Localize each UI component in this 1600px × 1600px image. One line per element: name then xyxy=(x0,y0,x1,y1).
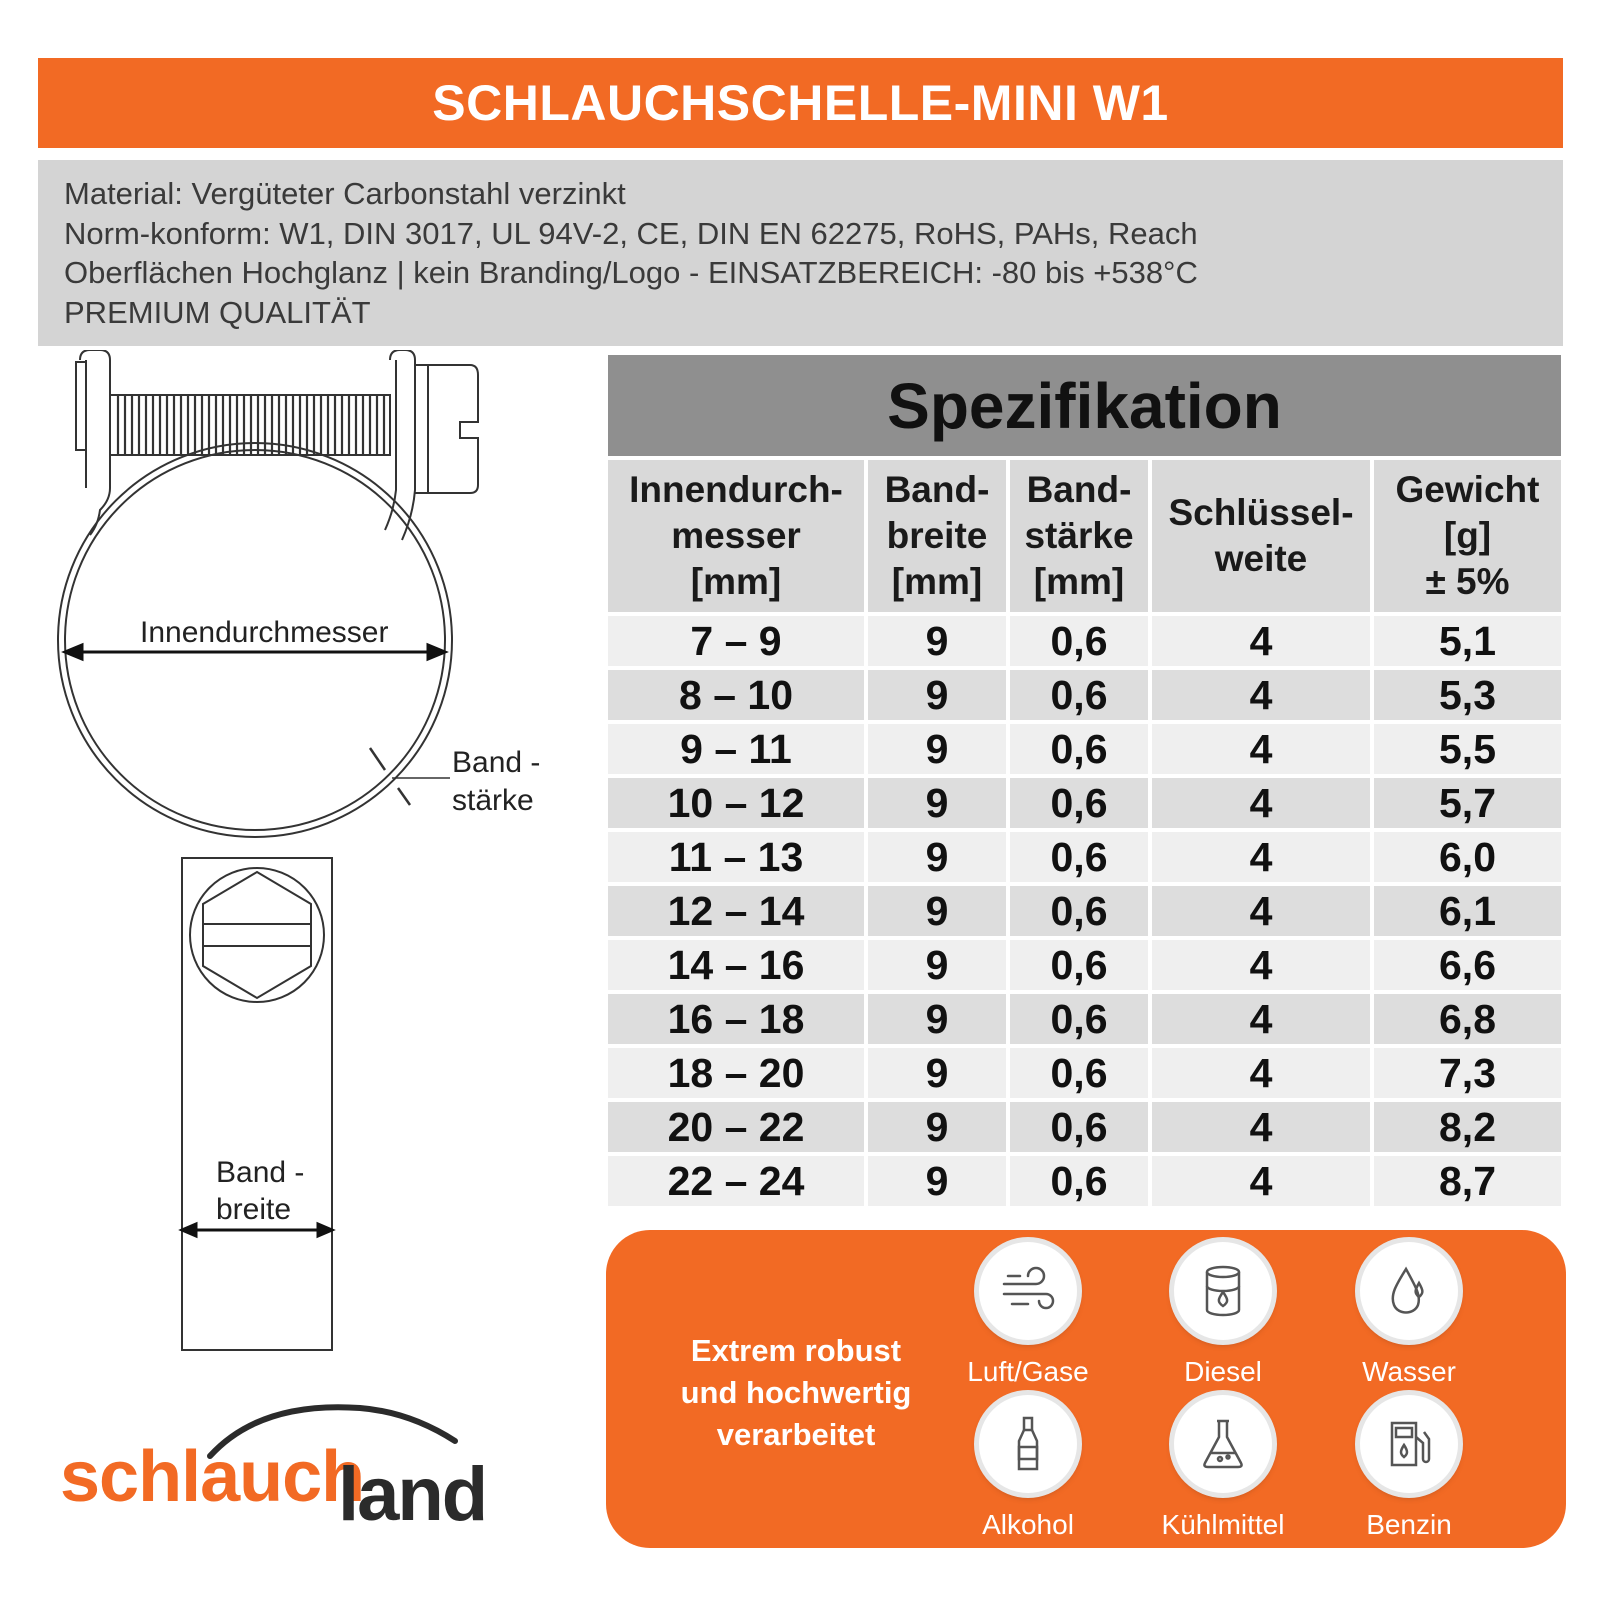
logo-text-orange: schlauch xyxy=(60,1437,365,1517)
header-weight: Gewicht [g] ± 5% xyxy=(1374,460,1561,616)
table-row xyxy=(608,1102,1561,1156)
table-row xyxy=(608,1048,1561,1102)
cell-band-thickness: 0,6 xyxy=(1010,724,1152,778)
cell-inner-diameter: 12 – 14 xyxy=(608,886,868,940)
logo-text-dark: land xyxy=(338,1452,487,1537)
cell-band-width: 9 xyxy=(868,886,1010,940)
cell-band-width: 9 xyxy=(868,1156,1010,1210)
screw-thread xyxy=(118,395,384,455)
label-inner-diameter: Innendurchmesser xyxy=(140,616,389,649)
cell-weight: 5,7 xyxy=(1374,778,1561,832)
cell-inner-diameter: 22 – 24 xyxy=(608,1156,868,1210)
table-row xyxy=(608,994,1561,1048)
info-surface: Oberflächen Hochglanz | kein Branding/Logo - EINSATZBEREICH: -80 bis +538°C xyxy=(64,255,1198,290)
cell-weight: 8,2 xyxy=(1374,1102,1561,1156)
label-band-width-line2: breite xyxy=(216,1193,292,1226)
cell-band-width: 9 xyxy=(868,994,1010,1048)
use-air-gas: Luft/Gase xyxy=(943,1242,1113,1388)
spec-title: Spezifikation xyxy=(608,355,1561,456)
cell-band-width: 9 xyxy=(868,616,1010,670)
water-drop-icon xyxy=(1360,1242,1458,1340)
cell-band-thickness: 0,6 xyxy=(1010,1156,1152,1210)
cell-inner-diameter: 9 – 11 xyxy=(608,724,868,778)
cell-inner-diameter: 20 – 22 xyxy=(608,1102,868,1156)
cell-band-width: 9 xyxy=(868,1048,1010,1102)
cell-key-width: 4 xyxy=(1152,940,1374,994)
cell-inner-diameter: 8 – 10 xyxy=(608,670,868,724)
cell-key-width: 4 xyxy=(1152,1048,1374,1102)
cell-inner-diameter: 11 – 13 xyxy=(608,832,868,886)
brand-logo xyxy=(60,1396,500,1537)
wind-icon xyxy=(979,1242,1077,1340)
cell-weight: 5,5 xyxy=(1374,724,1561,778)
use-coolant: Kühlmittel xyxy=(1138,1395,1308,1541)
cell-band-thickness: 0,6 xyxy=(1010,778,1152,832)
cell-inner-diameter: 14 – 16 xyxy=(608,940,868,994)
header-band-width: Band- breite [mm] xyxy=(868,460,1010,616)
cell-band-thickness: 0,6 xyxy=(1010,670,1152,724)
clamp-drawing xyxy=(30,350,590,1390)
table-row xyxy=(608,778,1561,832)
cell-key-width: 4 xyxy=(1152,670,1374,724)
cell-band-width: 9 xyxy=(868,778,1010,832)
cell-band-width: 9 xyxy=(868,670,1010,724)
spec-table xyxy=(608,460,1561,1210)
cell-weight: 8,7 xyxy=(1374,1156,1561,1210)
cell-key-width: 4 xyxy=(1152,724,1374,778)
table-row xyxy=(608,670,1561,724)
cell-weight: 5,1 xyxy=(1374,616,1561,670)
table-row xyxy=(608,1156,1561,1210)
use-water: Wasser xyxy=(1324,1242,1494,1388)
cell-band-thickness: 0,6 xyxy=(1010,940,1152,994)
cell-key-width: 4 xyxy=(1152,1156,1374,1210)
info-norm: Norm-konform: W1, DIN 3017, UL 94V-2, CE, DIN EN 62275, RoHS, PAHs, Reach xyxy=(64,215,1198,251)
cell-band-thickness: 0,6 xyxy=(1010,1048,1152,1102)
cell-weight: 6,1 xyxy=(1374,886,1561,940)
use-diesel: Diesel xyxy=(1138,1242,1308,1388)
info-quality: PREMIUM QUALITÄT xyxy=(64,294,371,330)
cell-weight: 7,3 xyxy=(1374,1048,1561,1102)
cell-band-thickness: 0,6 xyxy=(1010,994,1152,1048)
table-row xyxy=(608,832,1561,886)
header-band-thickness: Band- stärke [mm] xyxy=(1010,460,1152,616)
use-petrol: Benzin xyxy=(1324,1395,1494,1541)
info-material: Material: Vergüteter Carbonstahl verzinkt xyxy=(64,176,626,211)
cell-band-width: 9 xyxy=(868,724,1010,778)
cell-inner-diameter: 16 – 18 xyxy=(608,994,868,1048)
cell-inner-diameter: 10 – 12 xyxy=(608,778,868,832)
table-row xyxy=(608,940,1561,994)
cell-band-width: 9 xyxy=(868,832,1010,886)
cell-weight: 6,0 xyxy=(1374,832,1561,886)
clamp-diagram xyxy=(30,350,590,1395)
cell-key-width: 4 xyxy=(1152,1102,1374,1156)
label-band-thickness-line1: Band - xyxy=(452,746,541,779)
cell-weight: 6,8 xyxy=(1374,994,1561,1048)
cell-band-width: 9 xyxy=(868,940,1010,994)
flask-icon xyxy=(1174,1395,1272,1493)
cell-key-width: 4 xyxy=(1152,778,1374,832)
header-inner-diameter: Innendurch- messer [mm] xyxy=(608,460,868,616)
table-row xyxy=(608,616,1561,670)
table-row xyxy=(608,724,1561,778)
label-band-width-line1: Band - xyxy=(216,1156,305,1189)
cell-band-thickness: 0,6 xyxy=(1010,886,1152,940)
cell-key-width: 4 xyxy=(1152,886,1374,940)
header-key-width: Schlüssel- weite xyxy=(1152,460,1374,616)
table-row xyxy=(608,886,1561,940)
barrel-icon xyxy=(1174,1242,1272,1340)
cell-weight: 6,6 xyxy=(1374,940,1561,994)
cell-weight: 5,3 xyxy=(1374,670,1561,724)
panel-slogan: Extrem robust und hochwertig verarbeitet xyxy=(680,1333,912,1452)
fuel-pump-icon xyxy=(1360,1395,1458,1493)
page-title: SCHLAUCHSCHELLE-MINI W1 xyxy=(38,58,1563,148)
bottle-icon xyxy=(979,1395,1077,1493)
cell-band-thickness: 0,6 xyxy=(1010,616,1152,670)
info-box xyxy=(38,160,1563,346)
cell-key-width: 4 xyxy=(1152,832,1374,886)
cell-key-width: 4 xyxy=(1152,616,1374,670)
cell-key-width: 4 xyxy=(1152,994,1374,1048)
cell-band-thickness: 0,6 xyxy=(1010,832,1152,886)
spec-header-row xyxy=(608,460,1561,616)
label-band-thickness-line2: stärke xyxy=(452,784,534,817)
use-alcohol: Alkohol xyxy=(943,1395,1113,1541)
cell-band-width: 9 xyxy=(868,1102,1010,1156)
media-panel xyxy=(606,1230,1566,1548)
cell-inner-diameter: 18 – 20 xyxy=(608,1048,868,1102)
cell-band-thickness: 0,6 xyxy=(1010,1102,1152,1156)
cell-inner-diameter: 7 – 9 xyxy=(608,616,868,670)
